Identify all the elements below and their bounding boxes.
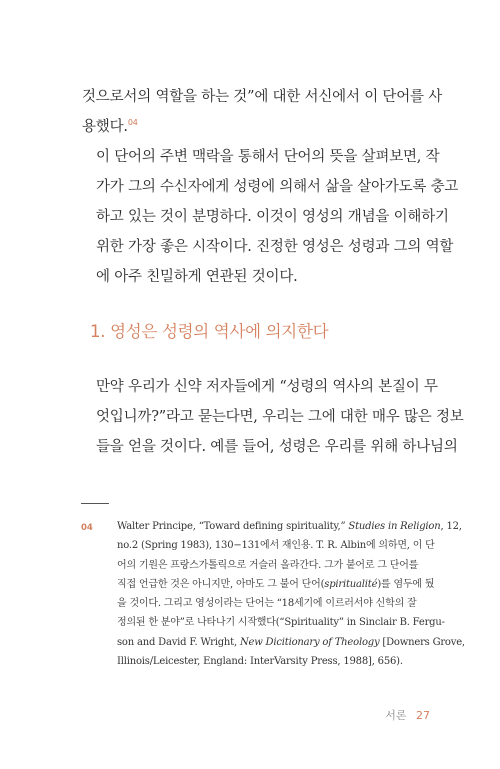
page-number: 27 bbox=[416, 709, 430, 722]
text-line: 것으로서의 역할을 하는 것”에 대한 서신에서 이 단어를 사 bbox=[82, 89, 443, 105]
french-word: spiritualité bbox=[324, 578, 378, 590]
footnote-line: 을 것이다. 그리고 영성이라는 단어는 “18세기에 이르러서야 신학의 잘 bbox=[117, 598, 417, 610]
text-segment: [Downers Grove, bbox=[379, 636, 465, 648]
footnote-reference[interactable]: 04 bbox=[127, 118, 138, 128]
running-head: 서론 bbox=[385, 709, 407, 722]
footnote-line: 어의 기원은 프랑스가톨릭으로 거슬러 올라간다. 그가 붙어로 그 단어를 bbox=[117, 559, 419, 571]
text-line: 만약 우리가 신약 저자들에게 “성령의 역사의 본질이 무 bbox=[96, 379, 438, 395]
footnote-line bbox=[117, 517, 462, 536]
book-title: New Dicitionary of Theology bbox=[239, 636, 380, 648]
paragraph-continued bbox=[82, 82, 443, 142]
text-segment: 직접 언급한 것은 아니지만, 아마도 그 불어 단어( bbox=[117, 578, 325, 590]
footnote-number: 04 bbox=[81, 523, 93, 533]
text-line: 하고 있는 것이 분명하다. 이것이 영성의 개념을 이해하기 bbox=[96, 209, 449, 225]
footnote-line: Illinois/Leicester, England: InterVarsity Press, 1988], 656). bbox=[117, 656, 403, 668]
footnote-text bbox=[117, 517, 465, 671]
text-segment: son and David F. Wright, bbox=[117, 636, 240, 648]
text-line bbox=[82, 112, 432, 142]
text-segment: Walter Principe, “Toward defining spirituality,” bbox=[117, 521, 349, 532]
journal-title: Studies in Religion bbox=[348, 521, 441, 532]
paragraph bbox=[82, 372, 464, 462]
text-line: 위한 가장 좋은 시작이다. 진정한 영성은 성령과 그의 역할 bbox=[96, 239, 454, 255]
text-line: 엇입니까?”라고 묻는다면, 우리는 그에 대한 매우 많은 정보 bbox=[96, 409, 464, 425]
paragraph bbox=[82, 142, 459, 292]
text-line: 이 단어의 주변 맥락을 통해서 단어의 뜻을 살펴보면, 작 bbox=[96, 149, 440, 165]
text-segment: )를 염두에 뒀 bbox=[377, 578, 435, 590]
footnote-line: 정의된 한 분야”로 나타나기 시작했다(“Spirituality” in Sinclair B. Fergu- bbox=[117, 617, 445, 629]
text-line: 들을 얻을 것이다. 예를 들어, 성령은 우리를 위해 하나님의 bbox=[96, 439, 458, 455]
page-footer bbox=[385, 707, 430, 723]
footnote-line: no.2 (Spring 1983), 130−131에서 재인용. T. R. Albin에 의하면, 이 단 bbox=[117, 540, 435, 552]
section-heading: 1. 영성은 성령의 역사에 의지한다 bbox=[90, 322, 329, 341]
text-line: 가가 그의 수신자에게 성령에 의해서 삶을 살아가도록 충고 bbox=[96, 179, 459, 195]
text-segment: , 12, bbox=[440, 521, 462, 532]
footnote-divider bbox=[81, 503, 109, 504]
text-line: 에 아주 친밀하게 연관된 것이다. bbox=[96, 269, 298, 285]
footnote-line bbox=[117, 575, 435, 594]
text-segment: 용했다. bbox=[82, 119, 128, 135]
footnote-line bbox=[117, 633, 465, 652]
